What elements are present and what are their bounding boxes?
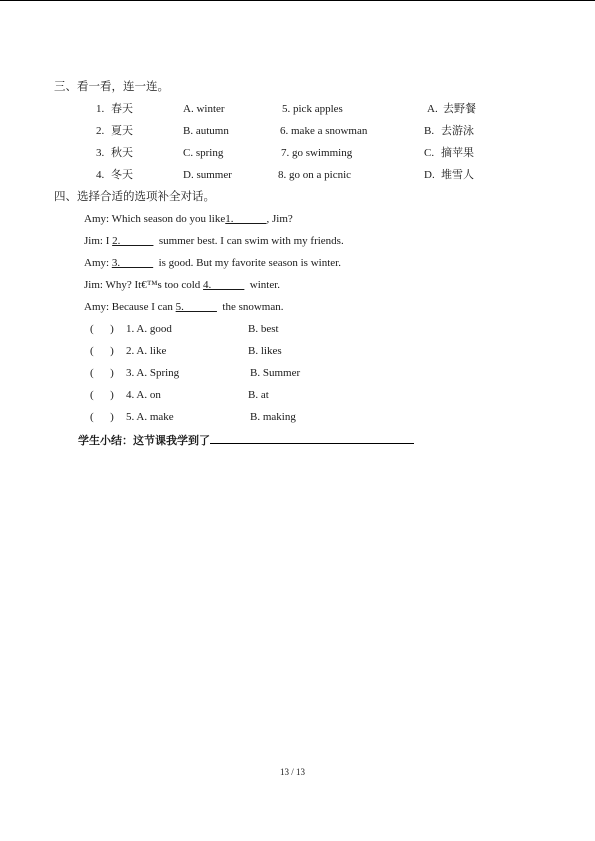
option-a: 3. A. Spring	[126, 367, 180, 379]
answer-paren: ( )	[90, 411, 114, 423]
activity-letter: D.	[424, 169, 435, 181]
answer-paren: ( )	[90, 367, 114, 379]
summary-blank	[210, 433, 414, 444]
option-b: B. Summer	[250, 367, 301, 379]
dialogue-line: Amy: Because I can 5.______ the snowman.	[84, 301, 284, 313]
option-b: B. making	[250, 411, 296, 423]
option-b: B. at	[248, 389, 269, 401]
blank-1: 1.______	[225, 213, 267, 225]
season-cn: 冬天	[111, 169, 133, 181]
option-a: 4. A. on	[126, 389, 161, 401]
summary-label: 学生小结：这节课我学到了	[78, 434, 210, 447]
answer-paren: ( )	[90, 345, 114, 357]
option-a: 1. A. good	[126, 323, 172, 335]
page-number: 13 / 13	[280, 767, 306, 777]
season-cn: 秋天	[111, 147, 133, 159]
option-a: 2. A. like	[126, 345, 167, 357]
season-cn: 春天	[111, 103, 133, 115]
blank-4: 4.______	[203, 279, 245, 291]
dialogue-line: Jim: I 2.______ summer best. I can swim with my friends.	[84, 235, 344, 247]
section4-heading: 四、选择合适的选项补全对话。	[54, 191, 215, 203]
dialogue-line: Amy: 3.______ is good. But my favorite season is winter.	[84, 257, 341, 269]
blank-3: 3.______	[111, 257, 154, 269]
answer-paren: ( )	[90, 323, 114, 335]
activity-letter: A.	[427, 103, 438, 115]
answer-paren: ( )	[90, 389, 114, 401]
top-rule	[0, 0, 595, 1]
season-en: B. autumn	[183, 125, 229, 137]
activity-cn: 堆雪人	[441, 169, 474, 181]
option-b: B. best	[248, 323, 279, 335]
activity-letter: B.	[424, 125, 435, 137]
row-num: 4.	[96, 169, 105, 181]
season-en: D. summer	[183, 169, 232, 181]
season-cn: 夏天	[111, 125, 133, 137]
row-num: 1.	[96, 103, 105, 115]
activity-en: 7. go swimming	[281, 147, 353, 159]
dialogue-line: Jim: Why? It€™s too cold 4.______ winter.	[84, 279, 281, 291]
season-en: C. spring	[183, 147, 224, 159]
option-a: 5. A. make	[126, 411, 174, 423]
season-en: A. winter	[183, 103, 225, 115]
activity-cn: 去游泳	[441, 125, 474, 137]
activity-cn: 去野餐	[443, 103, 476, 115]
row-num: 3.	[96, 147, 105, 159]
row-num: 2.	[96, 125, 105, 137]
blank-2: 2.______	[112, 235, 154, 247]
activity-letter: C.	[424, 147, 435, 159]
activity-en: 5. pick apples	[282, 103, 343, 115]
activity-en: 8. go on a picnic	[278, 169, 352, 181]
activity-cn: 摘苹果	[441, 147, 474, 159]
section3-heading: 三、看一看，连一连。	[54, 81, 169, 93]
option-b: B. likes	[248, 345, 282, 357]
blank-5: 5.______	[175, 301, 217, 313]
dialogue-line: Amy: Which season do you like1.______, Jim?	[84, 213, 293, 225]
activity-en: 6. make a snowman	[280, 125, 368, 137]
summary-line	[78, 433, 414, 448]
